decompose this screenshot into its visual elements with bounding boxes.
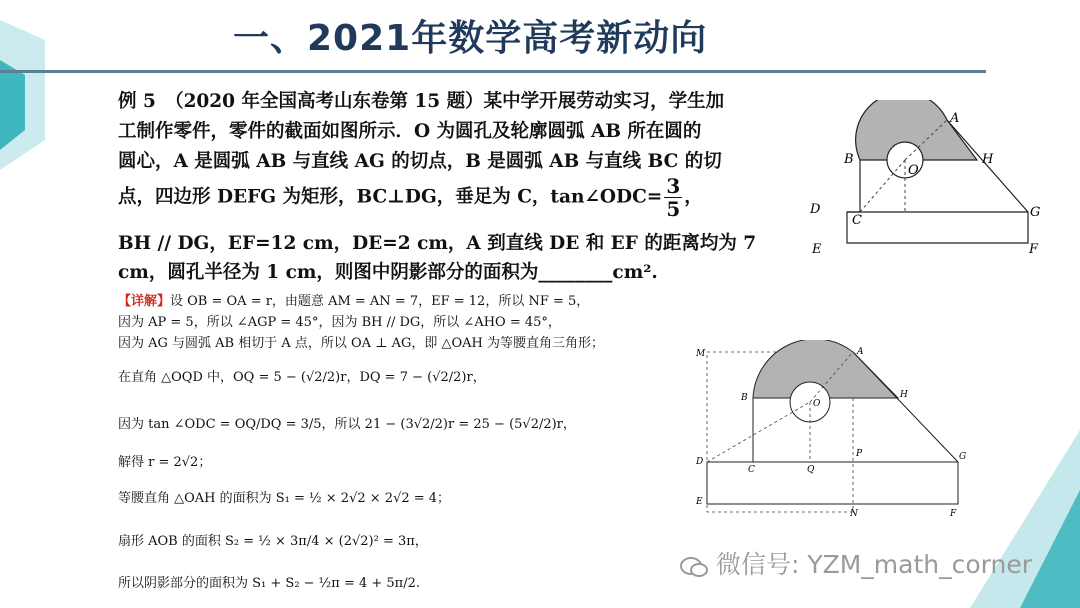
label-a: A <box>950 111 960 126</box>
label-c: C <box>852 213 862 228</box>
solution-line-6: 解得 r = 2√2； <box>118 455 212 470</box>
solution-line-5: 因为 tan ∠ODC = OQ/DQ = 3/5，所以 21 − (3√2/2)r = 25 − (5√2/2)r， <box>118 417 576 432</box>
solution-tag: 【详解】 <box>118 294 171 309</box>
page-title: 一、2021年数学高考新动向 <box>233 18 708 59</box>
label-g-2: G <box>959 452 967 462</box>
label-d: D <box>810 202 821 217</box>
left-decoration <box>0 0 60 200</box>
watermark-text: 微信号: YZM_math_corner <box>715 550 1032 579</box>
label-m-2: M <box>696 349 706 359</box>
label-e-2: E <box>696 497 703 507</box>
problem-line-4 <box>118 175 703 220</box>
label-h: H <box>982 152 994 167</box>
label-g: G <box>1030 205 1041 220</box>
title-underline <box>0 70 986 73</box>
label-n-2: N <box>850 509 858 519</box>
problem-line-2: 工制作零件，零件的截面如图所示．O 为圆孔及轮廓圆弧 AB 所在圆的 <box>118 121 702 142</box>
label-b: B <box>844 152 854 167</box>
solution-line-1 <box>118 290 589 309</box>
problem-line-3: 圆心，A 是圆弧 AB 与直线 AG 的切点，B 是圆弧 AB 与直线 BC 的切 <box>118 151 722 172</box>
label-h-2: H <box>900 390 908 400</box>
label-f: F <box>1029 242 1039 257</box>
problem-line-5: BH // DG，EF=12 cm，DE=2 cm，A 到直线 DE 和 EF 的距离均为 7 <box>118 233 757 254</box>
problem-line-4b: ， <box>684 186 703 208</box>
label-o-2: O <box>813 399 821 409</box>
label-a-2: A <box>857 347 864 357</box>
solution-line-7: 等腰直角 △OAH 的面积为 S₁ = ½ × 2√2 × 2√2 = 4； <box>118 491 451 506</box>
label-d-2: D <box>696 457 704 467</box>
fraction-denominator: 5 <box>666 197 681 221</box>
solution-line-8: 扇形 AOB 的面积 S₂ = ½ × 3π/4 × (2√2)² = 3π， <box>118 534 428 549</box>
figure-2 <box>688 340 978 520</box>
solution-line-3: 因为 AG 与圆弧 AB 相切于 A 点，所以 OA ⊥ AG，即 △OAH 为等腰直角三角形； <box>118 336 604 351</box>
solution-line-9: 所以阴影部分的面积为 S₁ + S₂ − ½π = 4 + 5π/2. <box>118 576 421 591</box>
label-f-2: F <box>950 509 957 519</box>
label-e: E <box>812 242 822 257</box>
problem-line-4a: 点，四边形 DEFG 为矩形，BC⊥DG，垂足为 C，tan∠ODC= <box>118 186 663 208</box>
tan-fraction <box>664 175 682 220</box>
solution-line-2: 因为 AP = 5，所以 ∠AGP = 45°，因为 BH // DG，所以 ∠AHO = 45°， <box>118 315 561 330</box>
watermark <box>680 545 1032 581</box>
wechat-icon <box>680 555 708 577</box>
label-q-2: Q <box>807 465 815 475</box>
solution-text-1: 设 OB = OA = r，由题意 AM = AN = 7，EF = 12，所以 NF = 5， <box>170 294 590 309</box>
label-o: O <box>908 163 919 178</box>
label-b-2: B <box>741 393 748 403</box>
label-p-2: P <box>856 449 863 459</box>
problem-line-6: cm，圆孔半径为 1 cm，则图中阴影部分的面积为________cm². <box>118 262 658 283</box>
solution-line-4: 在直角 △OQD 中，OQ = 5 − (√2/2)r，DQ = 7 − (√2/2)r， <box>118 370 486 385</box>
problem-line-1: 例 5 （2020 年全国高考山东卷第 15 题）某中学开展劳动实习，学生加 <box>118 91 725 112</box>
label-c-2: C <box>748 465 755 475</box>
fraction-numerator: 3 <box>666 174 681 198</box>
figure-1 <box>800 100 1060 265</box>
